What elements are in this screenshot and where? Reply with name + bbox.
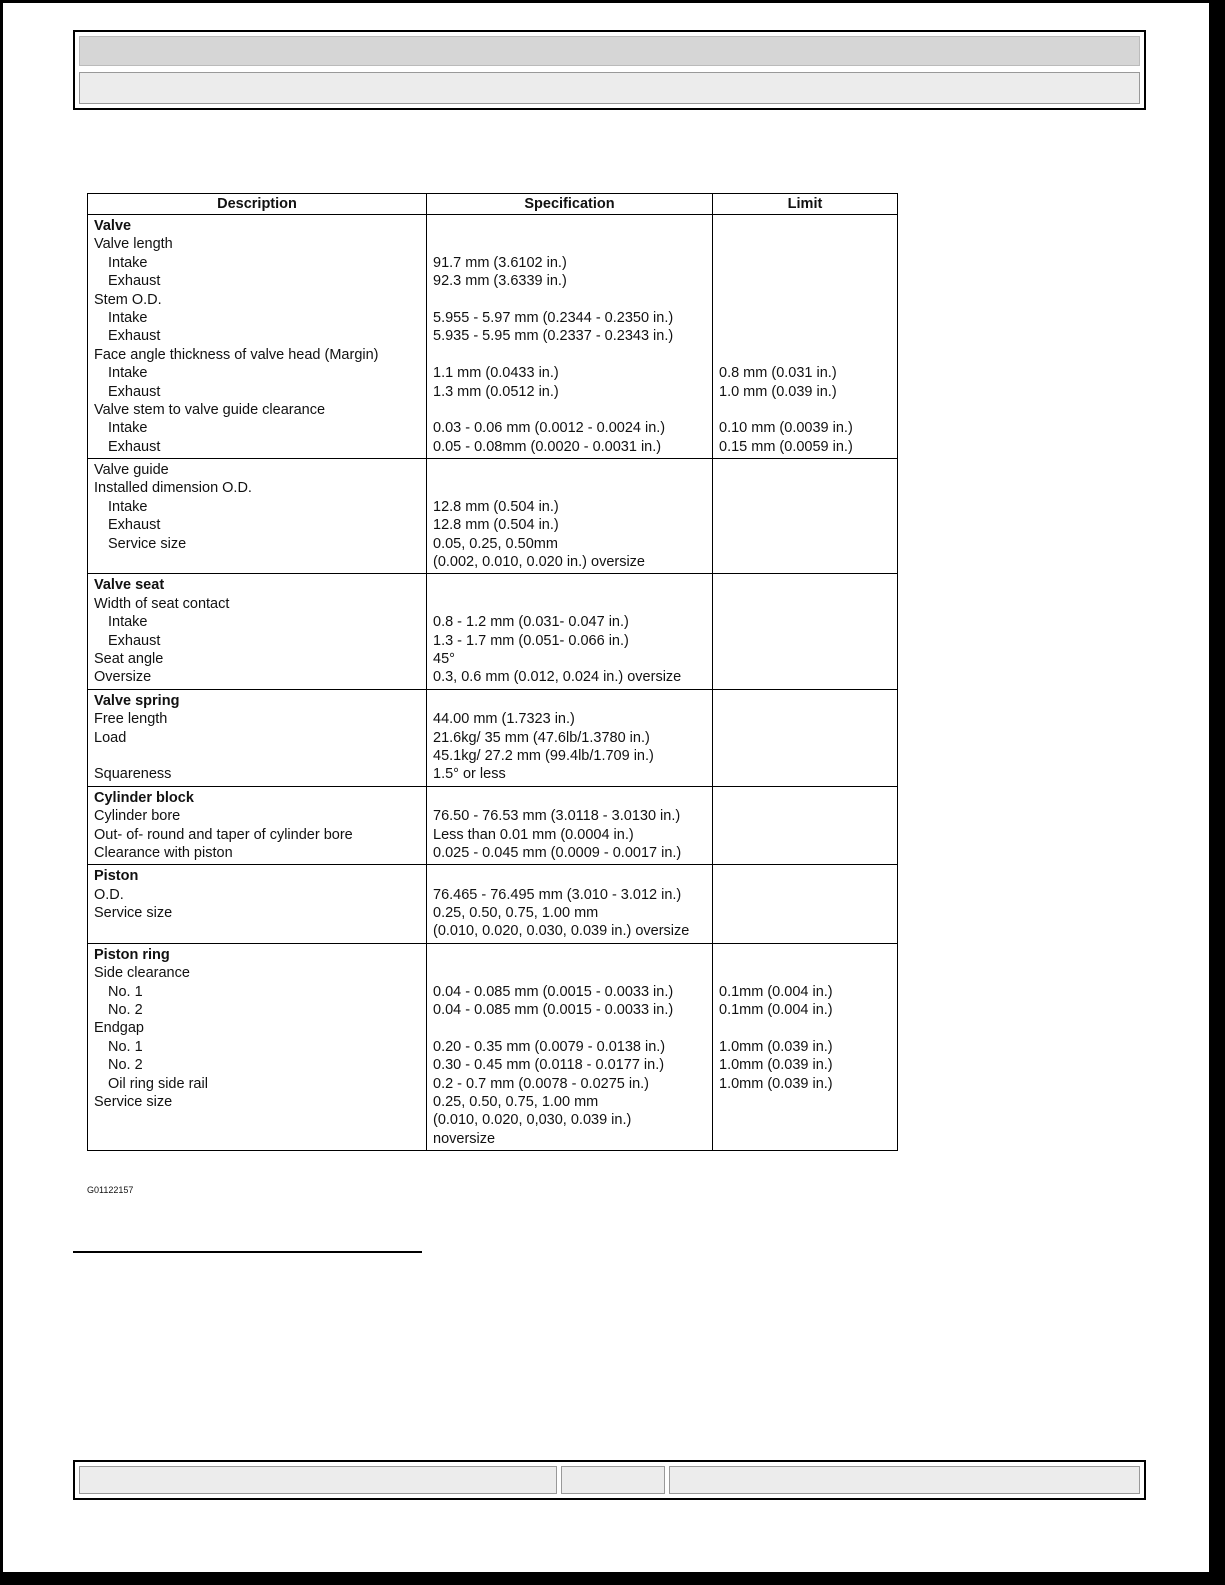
description-cell [88, 215, 427, 459]
limit-line [713, 461, 897, 479]
description-line: Exhaust [108, 632, 161, 649]
specification-line [427, 291, 712, 309]
section-divider [73, 1251, 422, 1253]
footer-cell-right [669, 1466, 1140, 1494]
footer-cell-middle [561, 1466, 665, 1494]
description-line: Width of seat contact [94, 595, 230, 612]
limit-line [713, 217, 897, 235]
limit-line [713, 401, 897, 419]
specification-line: 76.50 - 76.53 mm (3.0118 - 3.0130 in.) [433, 808, 681, 825]
specification-line: 0.3, 0.6 mm (0.012, 0.024 in.) oversize [433, 669, 682, 686]
specification-line: 0.05, 0.25, 0.50mm [433, 535, 558, 552]
limit-line [713, 535, 897, 553]
specification-line: 0.04 - 0.085 mm (0.0015 - 0.0033 in.) [433, 1002, 674, 1019]
limit-line [713, 1019, 897, 1037]
description-line: Valve seat [94, 577, 165, 594]
description-line: Squareness [94, 766, 172, 783]
specification-line [427, 479, 712, 497]
specification-line: 12.8 mm (0.504 in.) [433, 498, 559, 515]
description-line: Valve length [94, 236, 173, 253]
limit-line [713, 595, 897, 613]
limit-line [713, 886, 897, 904]
limit-line: 0.1mm (0.004 in.) [719, 1002, 833, 1019]
limit-line [713, 710, 897, 728]
specification-line: 0.025 - 0.045 mm (0.0009 - 0.0017 in.) [433, 844, 682, 861]
document-page [3, 3, 1209, 1572]
description-line: Installed dimension O.D. [94, 480, 252, 497]
description-line: Intake [108, 614, 148, 631]
description-line [88, 747, 426, 765]
limit-line [713, 254, 897, 272]
description-line: Load [94, 729, 127, 746]
limit-line [713, 235, 897, 253]
limit-line [713, 553, 897, 571]
limit-line [713, 613, 897, 631]
specification-line: 45.1kg/ 27.2 mm (99.4lb/1.709 in.) [433, 747, 654, 764]
description-line: Free length [94, 711, 168, 728]
specification-line: 92.3 mm (3.6339 in.) [433, 273, 567, 290]
specification-line: 1.1 mm (0.0433 in.) [433, 365, 559, 382]
table-group-row [88, 865, 898, 944]
limit-line [713, 1111, 897, 1129]
limit-line [713, 922, 897, 940]
page-header [73, 30, 1146, 110]
description-line: Exhaust [108, 517, 161, 534]
table-group-row [88, 943, 898, 1150]
specification-line: 0.05 - 0.08mm (0.0020 - 0.0031 in.) [433, 438, 662, 455]
description-line: Cylinder block [94, 789, 194, 806]
limit-line: 1.0mm (0.039 in.) [719, 1057, 833, 1074]
limit-line [713, 964, 897, 982]
specification-line: 12.8 mm (0.504 in.) [433, 517, 559, 534]
limit-line [713, 826, 897, 844]
description-cell [88, 459, 427, 574]
limit-line [713, 789, 897, 807]
description-line [88, 1130, 426, 1148]
limit-line: 0.1mm (0.004 in.) [719, 983, 833, 1000]
description-cell [88, 574, 427, 689]
limit-line [713, 729, 897, 747]
description-line: No. 2 [108, 1002, 143, 1019]
limit-cell [713, 215, 898, 459]
specification-cell [427, 574, 713, 689]
specification-line: 0.2 - 0.7 mm (0.0078 - 0.0275 in.) [433, 1075, 649, 1092]
header-limit: Limit [713, 194, 898, 215]
description-line: Valve guide [94, 462, 169, 479]
description-line: Intake [108, 254, 148, 271]
description-line: Exhaust [108, 273, 161, 290]
limit-line [713, 946, 897, 964]
specification-line: (0.010, 0.020, 0.030, 0.039 in.) oversize [433, 923, 690, 940]
specification-line: (0.010, 0.020, 0,030, 0.039 in.) [433, 1112, 632, 1129]
description-line: Valve [94, 218, 132, 234]
table-group-row [88, 215, 898, 459]
description-line: Out- of- round and taper of cylinder bore [94, 826, 353, 843]
specification-line: 44.00 mm (1.7323 in.) [433, 711, 575, 728]
specification-line: 1.3 - 1.7 mm (0.051- 0.066 in.) [433, 632, 629, 649]
limit-line [713, 576, 897, 594]
limit-line [713, 327, 897, 345]
table-group-row [88, 459, 898, 574]
limit-cell [713, 865, 898, 944]
description-line: Intake [108, 420, 148, 437]
specification-cell [427, 943, 713, 1150]
table-group-row [88, 574, 898, 689]
description-line: Intake [108, 309, 148, 326]
limit-line [713, 479, 897, 497]
limit-line: 0.8 mm (0.031 in.) [719, 365, 837, 382]
limit-line [713, 765, 897, 783]
specification-line [427, 346, 712, 364]
description-line: Side clearance [94, 965, 190, 982]
specification-line: noversize [433, 1130, 496, 1147]
description-line: No. 1 [108, 983, 143, 1000]
description-line: No. 1 [108, 1038, 143, 1055]
description-line: Exhaust [108, 438, 161, 455]
specification-cell [427, 689, 713, 786]
description-cell [88, 786, 427, 865]
description-cell [88, 865, 427, 944]
header-subtitle-bar [79, 72, 1140, 104]
limit-line [713, 516, 897, 534]
specification-line [427, 964, 712, 982]
specification-line: 1.3 mm (0.0512 in.) [433, 383, 559, 400]
description-line [88, 1111, 426, 1129]
specification-cell [427, 786, 713, 865]
specification-line: 1.5° or less [433, 766, 506, 783]
specification-line [427, 946, 712, 964]
limit-line: 1.0 mm (0.039 in.) [719, 383, 837, 400]
limit-line [713, 632, 897, 650]
description-line: O.D. [94, 886, 124, 903]
limit-line [713, 291, 897, 309]
description-cell [88, 943, 427, 1150]
limit-line [713, 272, 897, 290]
specification-cell [427, 865, 713, 944]
specification-table [87, 193, 898, 1151]
specification-line [427, 595, 712, 613]
limit-line [713, 498, 897, 516]
description-line: Stem O.D. [94, 291, 162, 308]
limit-cell [713, 786, 898, 865]
limit-line [713, 867, 897, 885]
description-line: Face angle thickness of valve head (Margin) [94, 346, 379, 363]
description-line: Clearance with piston [94, 844, 233, 861]
limit-line: 1.0mm (0.039 in.) [719, 1075, 833, 1092]
header-specification: Specification [427, 194, 713, 215]
footer-cell-left [79, 1466, 557, 1494]
limit-line [713, 692, 897, 710]
description-line: Exhaust [108, 383, 161, 400]
table-header-row [88, 194, 898, 215]
limit-line: 1.0mm (0.039 in.) [719, 1038, 833, 1055]
figure-id: G01122157 [87, 1185, 134, 1195]
specification-line [427, 1019, 712, 1037]
specification-line [427, 576, 712, 594]
specification-line [427, 217, 712, 235]
specification-line: 0.25, 0.50, 0.75, 1.00 mm [433, 905, 599, 922]
limit-cell [713, 574, 898, 689]
description-line: Valve stem to valve guide clearance [94, 401, 326, 418]
description-line: Endgap [94, 1020, 144, 1037]
description-line: Intake [108, 498, 148, 515]
header-description: Description [88, 194, 427, 215]
specification-line: 91.7 mm (3.6102 in.) [433, 254, 567, 271]
specification-cell [427, 459, 713, 574]
specification-line: (0.002, 0.010, 0.020 in.) oversize [433, 554, 645, 571]
description-line: Valve spring [94, 692, 180, 709]
limit-line [713, 346, 897, 364]
specification-line [427, 461, 712, 479]
limit-line [713, 904, 897, 922]
specification-line: 21.6kg/ 35 mm (47.6lb/1.3780 in.) [433, 729, 650, 746]
limit-line [713, 844, 897, 862]
header-title-bar [79, 36, 1140, 66]
specification-line [427, 867, 712, 885]
description-line [88, 553, 426, 571]
specification-line: 0.04 - 0.085 mm (0.0015 - 0.0033 in.) [433, 983, 674, 1000]
description-line: Piston [94, 868, 139, 885]
description-line: Piston ring [94, 946, 170, 963]
description-line: Service size [108, 535, 187, 552]
description-line [88, 922, 426, 940]
page-footer [73, 1460, 1146, 1500]
table-group-row [88, 689, 898, 786]
description-line: No. 2 [108, 1057, 143, 1074]
limit-line [713, 807, 897, 825]
limit-line [713, 1130, 897, 1148]
limit-line [713, 747, 897, 765]
description-line: Seat angle [94, 650, 164, 667]
limit-line [713, 1093, 897, 1111]
limit-cell [713, 459, 898, 574]
limit-line [713, 309, 897, 327]
limit-line: 0.15 mm (0.0059 in.) [719, 438, 853, 455]
limit-line [713, 650, 897, 668]
description-line: Intake [108, 365, 148, 382]
specification-line: 0.20 - 0.35 mm (0.0079 - 0.0138 in.) [433, 1038, 666, 1055]
specification-line: Less than 0.01 mm (0.0004 in.) [433, 826, 634, 843]
description-line: Cylinder bore [94, 808, 181, 825]
description-cell [88, 689, 427, 786]
description-line: Service size [94, 905, 173, 922]
limit-line: 0.10 mm (0.0039 in.) [719, 420, 853, 437]
specification-line: 5.955 - 5.97 mm (0.2344 - 0.2350 in.) [433, 309, 674, 326]
limit-cell [713, 689, 898, 786]
limit-line [713, 668, 897, 686]
specification-line: 0.03 - 0.06 mm (0.0012 - 0.0024 in.) [433, 420, 666, 437]
specification-line: 0.30 - 0.45 mm (0.0118 - 0.0177 in.) [433, 1057, 665, 1074]
description-line: Exhaust [108, 328, 161, 345]
specification-line: 5.935 - 5.95 mm (0.2337 - 0.2343 in.) [433, 328, 674, 345]
specification-cell [427, 215, 713, 459]
limit-cell [713, 943, 898, 1150]
specification-line: 0.25, 0.50, 0.75, 1.00 mm [433, 1093, 599, 1110]
specification-line [427, 235, 712, 253]
specification-line [427, 692, 712, 710]
specification-line: 45° [433, 650, 455, 667]
specification-line [427, 789, 712, 807]
specification-line: 0.8 - 1.2 mm (0.031- 0.047 in.) [433, 614, 629, 631]
specification-line [427, 401, 712, 419]
table-group-row [88, 786, 898, 865]
description-line: Oil ring side rail [108, 1075, 208, 1092]
specification-line: 76.465 - 76.495 mm (3.010 - 3.012 in.) [433, 886, 682, 903]
description-line: Oversize [94, 669, 152, 686]
description-line: Service size [94, 1093, 173, 1110]
